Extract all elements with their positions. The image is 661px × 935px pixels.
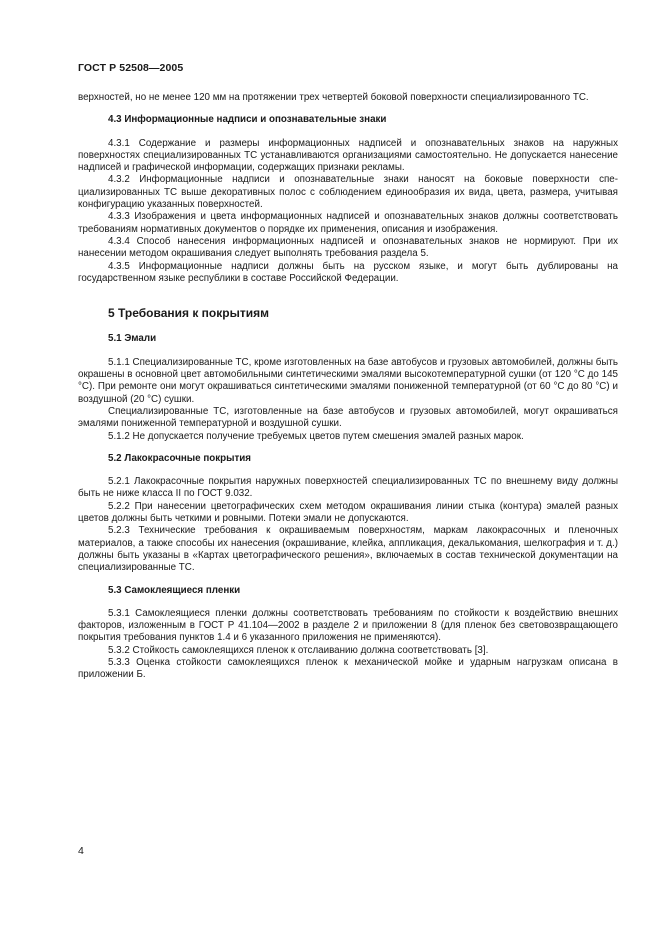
paragraph-5-2-2: 5.2.2 При нанесении цветографических схем методом окрашивания линии стыка (контура) эмалей разных цветов должны быть четкими и ровными. Потеки эмали не допускаются. <box>78 500 618 525</box>
intro-paragraph: верхностей, но не менее 120 мм на протяжении трех четвертей боковой поверхности специализированного ТС. <box>78 92 589 103</box>
paragraph-5-3-1: 5.3.1 Самоклеящиеся пленки должны соответствовать требованиям по стойкости к воздействию внешних факторов, изложенным в ГОСТ Р 41.104—2002 в разделе 2 и приложении 8 (для пленок без световозвращающего покрытия требования пунктов 1.4 и 6 указанного приложения не применяются). <box>78 607 618 644</box>
section-5-2-heading: 5.2 Лакокрасочные покрытия <box>108 452 252 464</box>
paragraph-5-1-2: 5.1.2 Не допускается получение требуемых цветов путем смешения эмалей разных марок. <box>108 430 524 442</box>
paragraph-5-1-1: 5.1.1 Специализированные ТС, кроме изготовленных на базе автобусов и грузовых автомобилей, должны быть окрашены в основной цвет автомобильными синтетическими эмалями высокотемпературной сушки (от 120 °С до 145 °С). При ремонте они могут окрашиваться синтетическими эмалями пониженной температурной (от 60 °С до 80 °С) и воздушной (20 °С) сушки. <box>78 356 618 405</box>
document-body <box>78 92 618 682</box>
paragraph-5-2-1: 5.2.1 Лакокрасочные покрытия наружных поверхностей специализированных ТС по внешнему виду должны быть не ниже класса II по ГОСТ 9.032. <box>78 476 618 500</box>
paragraph-5-2-3: 5.2.3 Технические требования к окрашиваемым поверхностям, маркам лакокрасочных и пленочных материалов, а также способы их нанесения (окрашивание, клейка, аппликация, декалькомания, шелкография и т. д.) должны быть указаны в «Картах цветографического решения», включаемых в состав технической документации на специализированные ТС. <box>78 525 618 574</box>
paragraph-5-3-2: 5.3.2 Стойкость самоклеящихся пленок к отслаиванию должна соответствовать [3]. <box>108 644 489 656</box>
paragraph-4-3-3: 4.3.3 Изображения и цвета информационных надписей и опознавательных знаков должны соответствовать требованиям нормативных документов о порядке их применения, описания и изображения. <box>78 211 618 235</box>
paragraph-4-3-1: 4.3.1 Содержание и размеры информационных надписей и опознавательных знаков на наружных поверхностях специализированных ТС устанавливаются организациями самостоятельно. Не допускается нанесение надписей и графической информации, содержащих признаки рекламы. <box>78 137 618 174</box>
section-5-1-heading: 5.1 Эмали <box>108 333 157 345</box>
section-4-3-heading: 4.3 Информационные надписи и опознавательные знаки <box>108 114 387 126</box>
document-header: ГОСТ Р 52508—2005 <box>78 62 184 74</box>
section-5-heading: 5 Требования к покрытиям <box>108 306 269 321</box>
paragraph-4-3-4: 4.3.4 Способ нанесения информационных надписей и опознавательных знаков не нормируют. При их нанесении методом окрашивания следует выполнять требования раздела 5. <box>78 235 618 260</box>
paragraph-5-1-1-cont: Специализированные ТС, изготовленные на базе автобусов и грузовых автомобилей, могут окрашиваться эмалями пониженной температурной и воздушной сушки. <box>78 405 618 430</box>
page-number: 4 <box>78 845 84 857</box>
paragraph-5-3-3: 5.3.3 Оценка стойкости самоклеящихся пленок к механической мойке и ударным нагрузкам описана в приложении Б. <box>78 656 618 681</box>
paragraph-4-3-5: 4.3.5 Информационные надписи должны быть на русском языке, и могут быть дублированы на государственном языке республики в составе Российской Федерации. <box>78 260 618 284</box>
section-5-3-heading: 5.3 Самоклеящиеся пленки <box>108 584 241 596</box>
paragraph-4-3-2: 4.3.2 Информационные надписи и опознавательные знаки наносят на боковые поверхности специализированных ТС выше декоративных полос с соблюдением единообразия их вида, цвета, размера, учитывая конфигурацию указанных поверхностей. <box>78 174 618 211</box>
